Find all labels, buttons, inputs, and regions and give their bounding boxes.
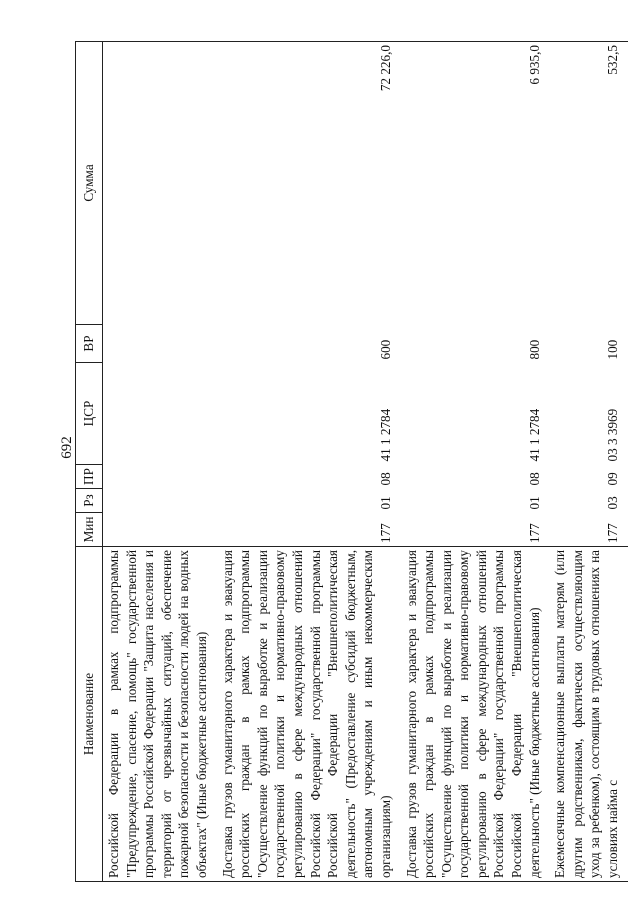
row-rz: 03 [605,496,621,510]
row-csr [103,363,217,465]
row-name: Ежемесячные компенсационные выплаты матерям (или другим родственникам, фактически осуществляющим уход за ребенком), состоящим в трудовых отношениях на условиях найма с [549,547,627,882]
header-csr: ЦСР [76,363,103,465]
row-sum [103,42,217,325]
table-row [217,42,401,882]
row-name: Доставка грузов гуманитарного характера и эвакуация российских граждан в рамках подпрограммы "Осуществление функций по выработке и реализации государственной политики и нормативно-правовому регулированию в сфере международных отношений Российской Федерации" государственной программы Российской Федерации "Внешнеполитическая деятельность" (Предоставление субсидий бюджетным, автономным учреждениям и иным некоммерческим организациям) [217,547,401,882]
row-sum: 6 935,0 [401,42,550,325]
row-pr: 08 [377,472,393,486]
page-number: 692 [58,436,75,459]
row-vr: 600 [377,339,393,360]
row-rz: 01 [377,496,393,510]
table-header-row [76,42,103,882]
table-row [549,42,627,882]
row-min: 177 [377,523,393,543]
table-row [103,42,217,882]
row-pr: 08 [526,472,542,486]
row-min: 177 [605,523,621,543]
budget-table [75,41,628,882]
row-pr: 09 [605,472,621,486]
header-name: Наименование [76,547,103,882]
row-name: Доставка грузов гуманитарного характера и эвакуация российских граждан в рамках подпрограммы "Осуществление функций по выработке и реализации государственной политики и нормативно-правовому регулированию в сфере международных отношений Российской Федерации" государственной программы Российской Федерации "Внешнеполитическая деятельность" (Иные бюджетные ассигнования) [401,547,550,882]
row-rz [103,489,217,513]
row-min [103,513,217,547]
row-sum: 72 226,0 [217,42,401,325]
row-csr: 03 3 3969 [605,408,621,462]
row-rz: 01 [526,496,542,510]
row-min: 177 [526,523,542,543]
header-pr: ПР [76,465,103,489]
row-sum: 532,5 [549,42,627,325]
row-vr: 100 [605,339,621,360]
row-name: Российской Федерации в рамках подпрограммы "Предупреждение, спасение, помощь" государственной программы Российской Федерации "Защита населения и территорий от чрезвычайных ситуаций, обеспечение пожарной безопасности и безопасности людей на водных объектах" (Иные бюджетные ассигнования) [103,547,217,882]
row-csr: 41 1 2784 [526,408,542,462]
header-sum: Сумма [76,42,103,325]
row-vr: 800 [526,339,542,360]
row-vr [103,325,217,363]
budget-table-sheet [75,42,621,882]
row-pr [103,465,217,489]
row-csr: 41 1 2784 [377,408,393,462]
table-row [401,42,550,882]
header-vr: ВР [76,325,103,363]
header-min: Мин [76,513,103,547]
header-rz: Рз [76,489,103,513]
